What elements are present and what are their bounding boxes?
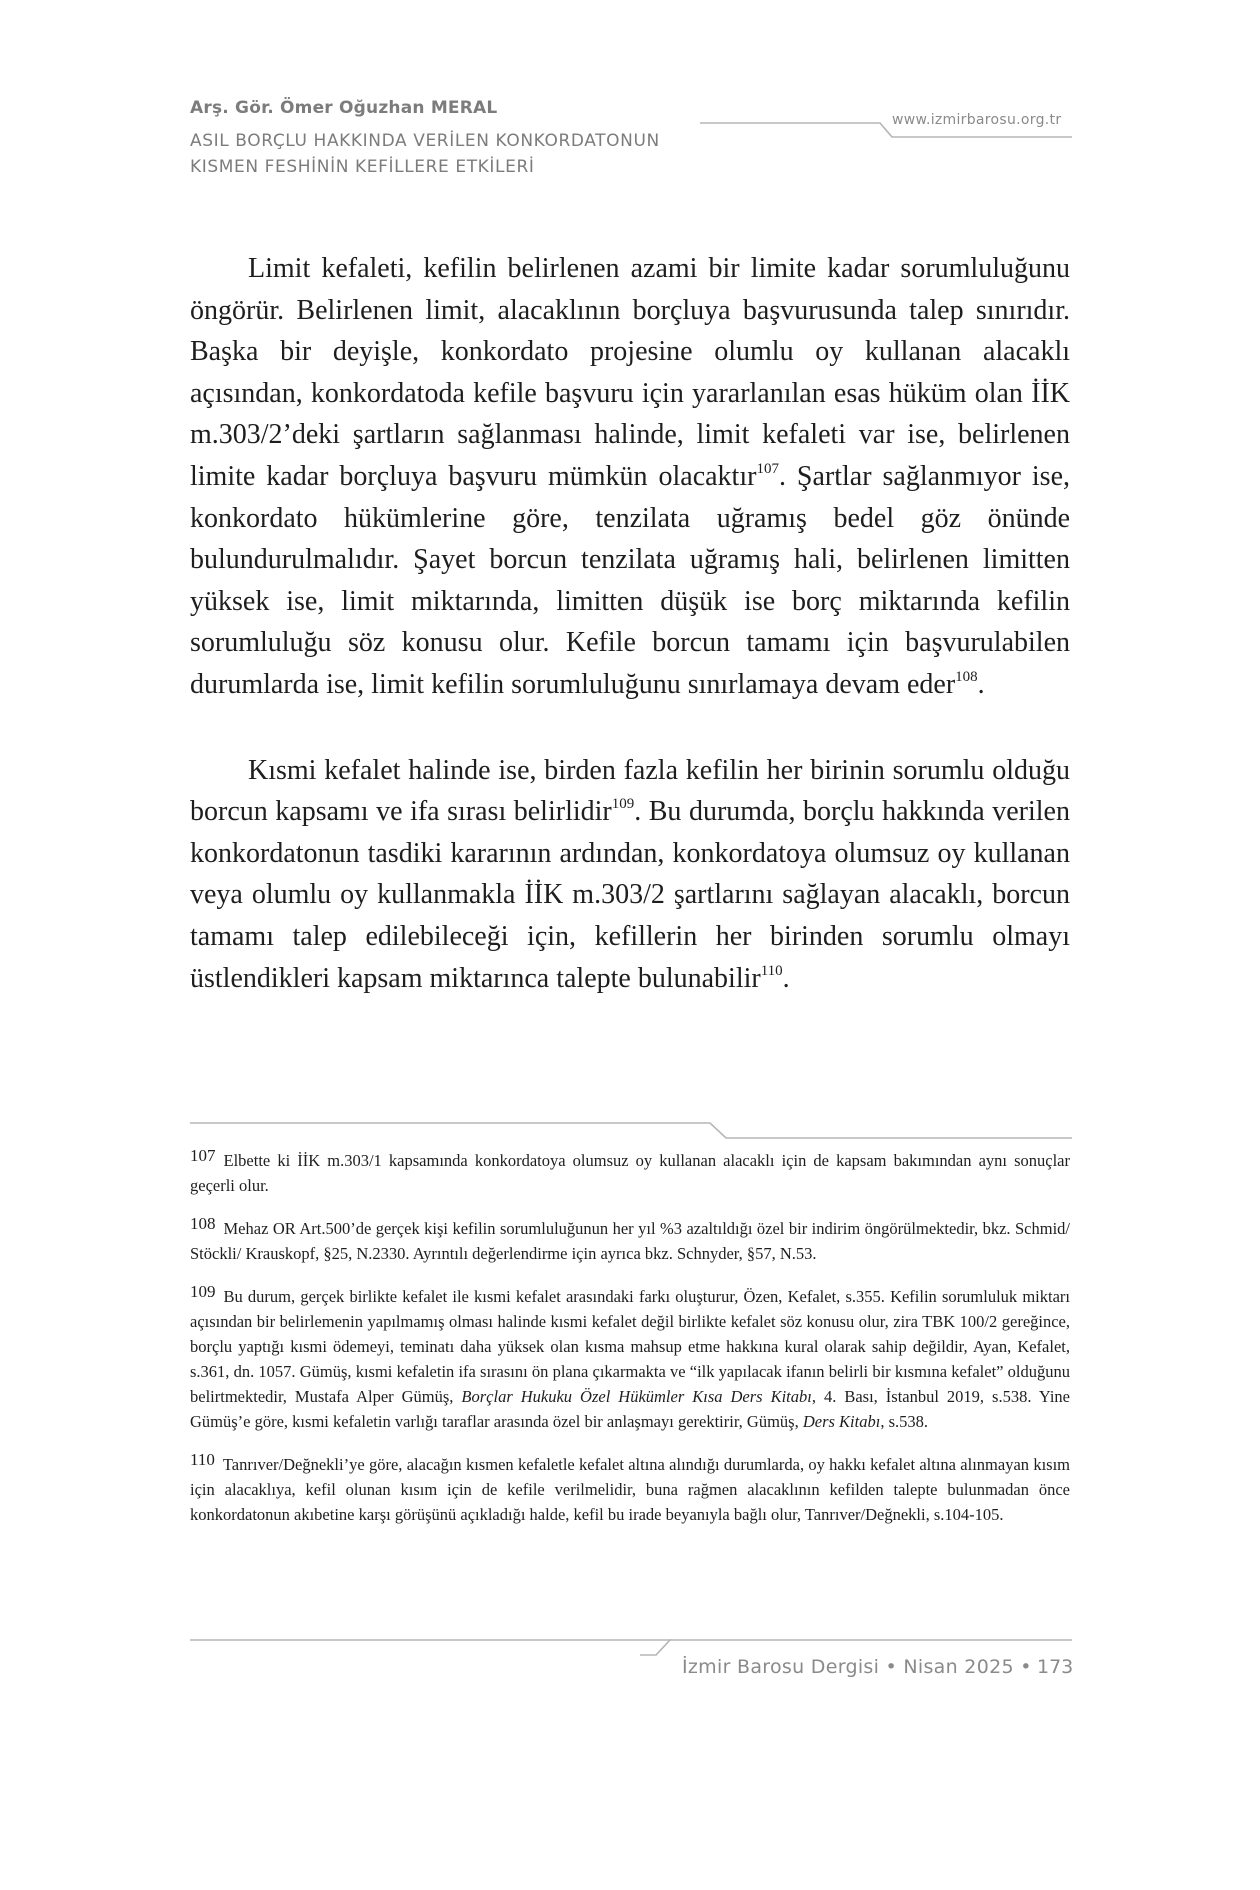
footnote-number: 108 <box>190 1214 216 1233</box>
footnote-number: 109 <box>190 1282 216 1301</box>
footer-rule <box>190 1640 670 1655</box>
header-title-line-1: ASIL BORÇLU HAKKINDA VERİLEN KONKORDATONUN <box>190 131 660 151</box>
footnote-number: 107 <box>190 1146 216 1165</box>
footnote-107: 107 Elbette ki İİK m.303/1 kapsamında konkordatoya olumsuz oy kullanan alacaklı için de kapsam bakımından aynı sonuçlar geçerli olur. <box>190 1146 1070 1195</box>
footnote-ref-109[interactable]: 109 <box>611 796 635 813</box>
footnote-ref-107[interactable]: 107 <box>756 460 779 477</box>
short-title-italic: Ders Kitabı <box>802 1412 881 1431</box>
header-author: Arş. Gör. Ömer Oğuzhan MERAL <box>190 98 498 118</box>
paragraph-limit-kefaleti: Limit kefaleti, kefilin belirlenen azami bir limite kadar sorumluluğunu öngörür. Belirlenen limit, alacaklının borçluya başvurusunda talep sınırıdır. Başka bir deyişle, konkordato projesine olumlu oy kullanan alacaklı açısından, konkordatoda kefile başvuru için yararlanılan esas hüküm olan İİK m.303/2’deki şartların sağlanması halinde, limit kefaleti var ise, belirlenen limite kadar borçluya başvuru mümkün olacaktır$^{107}$. Şartlar sağlanmıyor ise, konkordato hükümlerine göre, tenzilata uğramış bedel göz önünde bulundurulmalıdır. Şayet borcun tenzilata uğramış hali, belirlenen limitten yüksek ise, limit miktarında, limitten düşük ise borç miktarında kefilin sorumluluğu söz konusu olur. Kefile borcun tamamı için başvurulabilen durumlarda ise, limit kefilin sorumluluğunu sınırlamaya devam eder$^{108}$. <box>190 253 1070 700</box>
header-title-line-2: KISMEN FESHİNİN KEFİLLERE ETKİLERİ <box>190 157 535 177</box>
footnote-ref-108[interactable]: 108 <box>955 668 978 685</box>
main-body-text <box>190 248 1070 999</box>
paragraph-kismi-kefalet: Kısmi kefalet halinde ise, birden fazla kefilin her birinin sorumlu olduğu borcun kapsamı ve ifa sırası belirlidir$^{109}$. Bu durumda, borçlu hakkında verilen konkordatonun tasdiki kararının ardından, konkordatoya olumsuz oy kullanan veya olumlu oy kullanmakla İİK m.303/2 şartlarını sağlayan alacaklı, borcun tamamı talep edilebileceği için, kefillerin her birinden sorumlu olmayı üstlendikleri kapsam miktarınca talepte bulunabilir$^{110}$. <box>190 754 1070 994</box>
footnote-110: 110 Tanrıver/Değnekli’ye göre, alacağın kısmen kefaletle kefalet altına alındığı durumlarda, oy hakkı kefalet altına alınmayan kısım için alacaklıya, kefil olunan kısım için de kefile verilmelidir, buna rağmen alacaklının kefilden talepte bulunmadan önce konkordatonun akıbetine karşı görüşünü açıkladığı halde, kefil bu irade beyanıyla bağlı olur, Tanrıver/Değnekli, s.104-105. <box>190 1450 1070 1524</box>
page-number: 173 <box>1037 1656 1074 1678</box>
footer-journal-info: İzmir Barosu Dergisi • Nisan 2025 • <box>682 1656 1032 1678</box>
footnotes-section <box>190 1148 1070 1545</box>
header-website: www.izmirbarosu.org.tr <box>892 112 1062 128</box>
footnote-separator-rule <box>190 1123 1072 1138</box>
footnote-number: 110 <box>190 1450 215 1469</box>
footnote-ref-110[interactable]: 110 <box>760 962 783 979</box>
footnote-109: 109 Bu durum, gerçek birlikte kefalet ile kısmi kefalet arasındaki farkı oluşturur, Özen, Kefalet, s.355. Kefilin sorumluluk miktarı açısından bir belirlemenin yapılmamış olması halinde kısmi kefalet değil birlikte kefalet söz konusu olur, zira TBK 100/2 gereğince, borçlu yaptığı kısmi ödemeyi, teminatı daha yüksek olan kısma mahsup etme hakkına kural olarak sahip değildir, Ayan, Kefalet, s.361, dn. 1057. Gümüş, kısmi kefaletin ifa sırasını ön plana çıkarmakta ve “ilk yapılacak ifanın belirli bir kısmına kefalet” olduğunu belirtmektedir, Mustafa Alper Gümüş, Borçlar Hukuku Özel Hükümler Kısa Ders Kitabı, 4. Bası, İstanbul 2019, s.538. Yine Gümüş’e göre, kısmi kefaletin varlığı taraflar arasında özel bir anlaşmayı gerektirir, Gümüş, Ders Kitabı, s.538. <box>190 1282 1070 1431</box>
footnote-108: 108 Mehaz OR Art.500’de gerçek kişi kefilin sorumluluğunun her yıl %3 azaltıldığı özel bir indirim öngörülmektedir, bkz. Schmid/ Stöckli/ Krauskopf, §25, N.2330. Ayrıntılı değerlendirme için ayrıca bkz. Schnyder, §57, N.53. <box>190 1214 1070 1263</box>
book-title-italic: Borçlar Hukuku Özel Hükümler Kısa Ders Kitabı <box>461 1387 812 1406</box>
header-rule <box>700 123 1072 137</box>
